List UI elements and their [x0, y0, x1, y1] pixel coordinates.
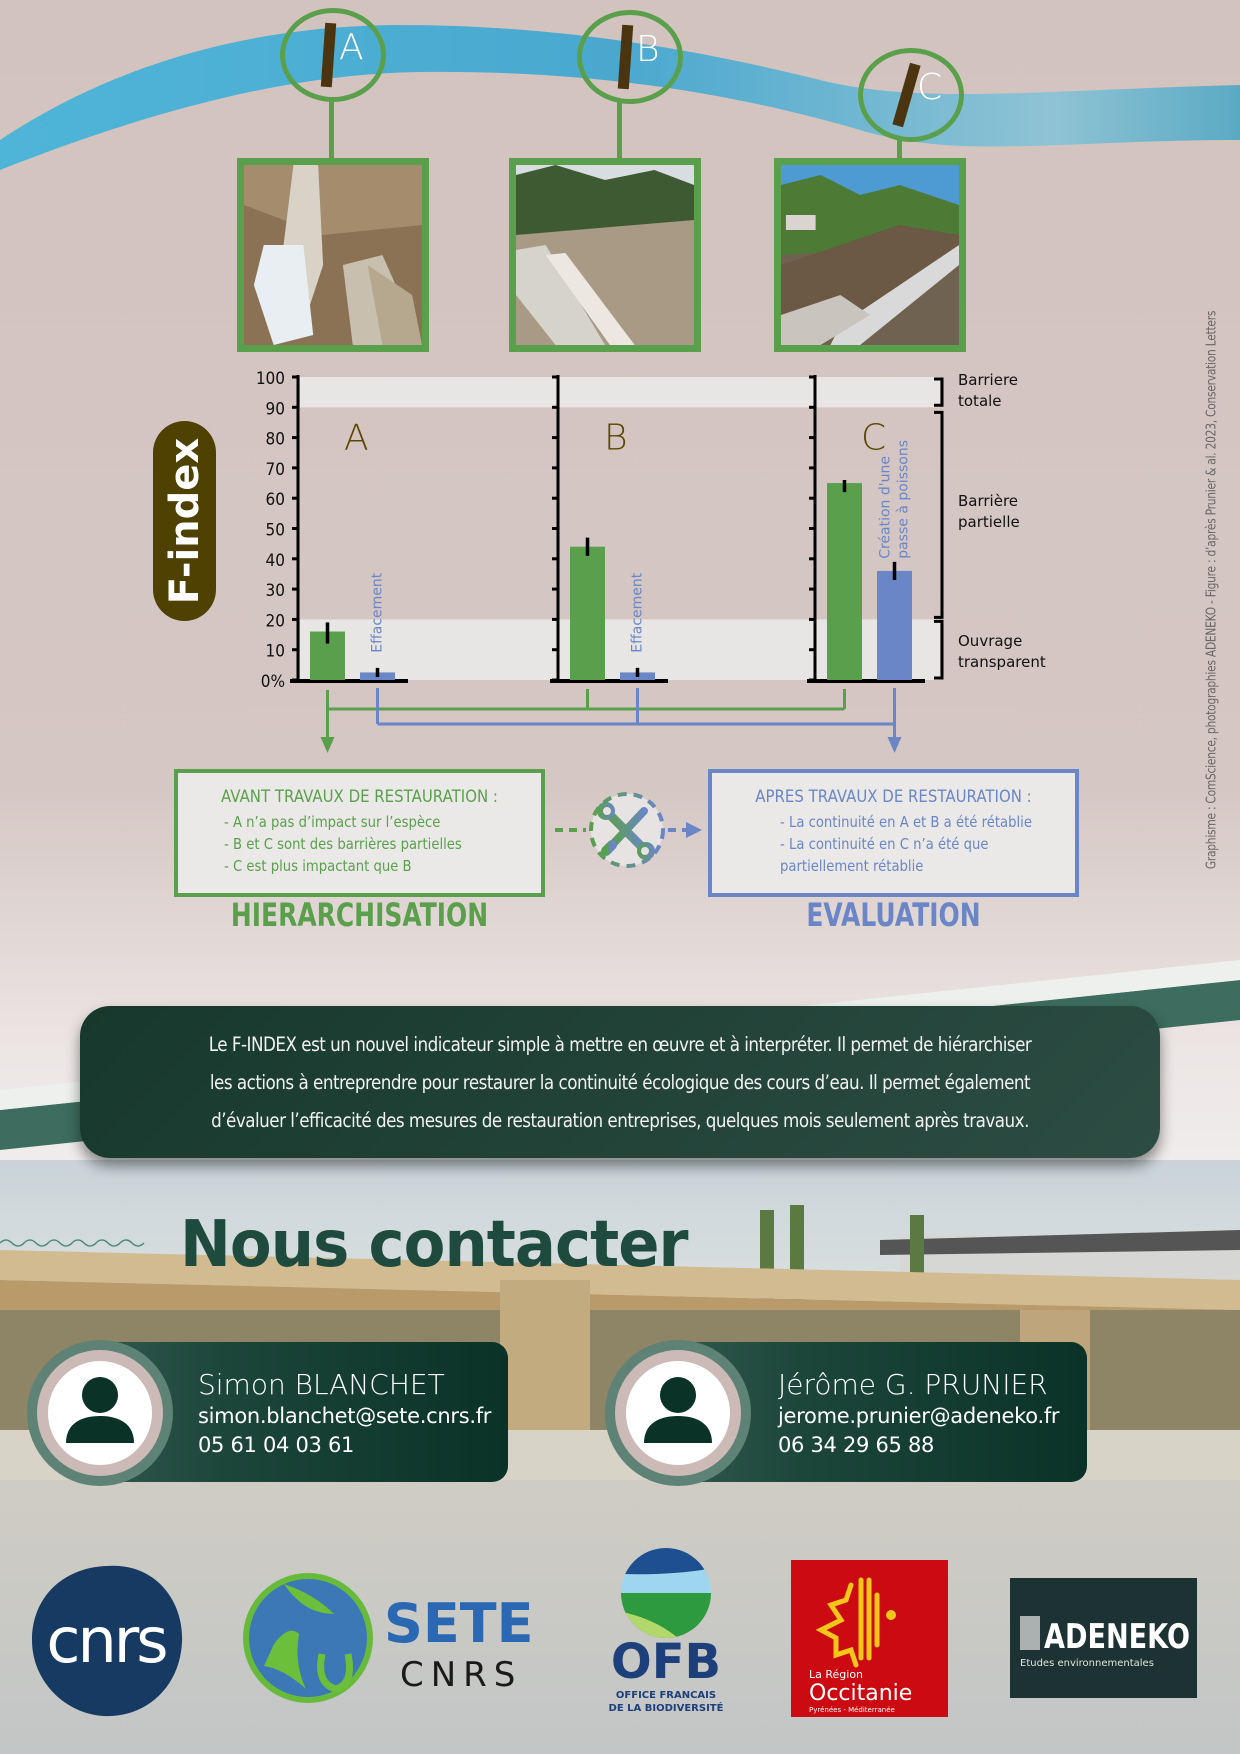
- contact-email[interactable]: simon.blanchet@sete.cnrs.fr: [198, 1404, 492, 1428]
- panel-letter: C: [861, 417, 887, 459]
- avatar: [27, 1340, 173, 1486]
- y-tick-label: 70: [265, 459, 285, 480]
- y-tick-label: 60: [265, 490, 285, 511]
- zone-label-line: partielle: [958, 513, 1020, 531]
- zone-label-line: Barrière: [958, 492, 1019, 510]
- arrow-down-icon: [888, 737, 902, 753]
- zone-label-total: [958, 370, 1018, 412]
- bar-annotation: Création d'une: [877, 456, 894, 559]
- bar-annotation: Effacement: [369, 572, 386, 653]
- occitanie-logo-line: La Région: [809, 1668, 864, 1681]
- occitanie-logo-title: Occitanie: [809, 1681, 913, 1706]
- cnrs-logo: [26, 1562, 186, 1720]
- site-marker-label: A: [339, 27, 364, 68]
- site-b-photo: [509, 158, 701, 352]
- site-a-photo: [237, 158, 429, 352]
- zone-label-line: Ouvrage: [958, 632, 1023, 650]
- zone-bracket: [934, 412, 942, 617]
- y-tick-label: 50: [265, 520, 285, 541]
- site-marker-c: [858, 48, 964, 142]
- adeneko-logo: [1010, 1578, 1197, 1698]
- after-box-item: - La continuité en C n’a été que: [780, 835, 989, 853]
- connector-line: [897, 138, 902, 160]
- bar-b-before: [570, 547, 605, 680]
- occitanie-logo-line: Pyrénées - Méditerranée: [809, 1706, 895, 1714]
- connector-line: [329, 100, 334, 160]
- site-marker-label: B: [636, 29, 660, 70]
- bar-c-before: [827, 483, 862, 680]
- contact-name: Jérôme G. PRUNIER: [778, 1368, 1048, 1401]
- evaluation-caption: EVALUATION: [806, 896, 981, 934]
- y-tick-label: 10: [265, 641, 285, 662]
- before-box-item: - A n’a pas d’impact sur l’espèce: [224, 813, 441, 831]
- ofb-logo-title: OFB: [610, 1634, 722, 1690]
- site-c-photo: [774, 158, 966, 352]
- contact-phone[interactable]: 05 61 04 03 61: [198, 1433, 355, 1457]
- site-marker-b: [577, 10, 683, 104]
- y-tick-label: 100: [255, 369, 285, 389]
- bar-annotation: Effacement: [629, 572, 646, 653]
- y-tick-label: 30: [265, 581, 285, 602]
- occitanie-logo: [791, 1560, 948, 1717]
- y-tick-label: 80: [265, 429, 285, 450]
- barrier-icon: [618, 25, 633, 90]
- person-icon: [626, 1361, 730, 1465]
- adeneko-logo-title: ADENEKO: [1044, 1617, 1190, 1657]
- contact-heading: Nous contacter: [180, 1208, 688, 1282]
- y-tick-label: 20: [265, 611, 285, 632]
- avatar: [605, 1340, 751, 1486]
- contact-phone[interactable]: 06 34 29 65 88: [778, 1433, 935, 1457]
- connector-line: [617, 102, 622, 160]
- bar-annotation: passe à poissons: [895, 439, 912, 559]
- ofb-logo-line: DE LA BIODIVERSITÉ: [608, 1703, 724, 1714]
- findex-chart: [0, 360, 1240, 690]
- after-box-title: APRES TRAVAUX DE RESTAURATION :: [755, 787, 1032, 807]
- summary-panel: [80, 1006, 1160, 1158]
- zone-band: [300, 377, 940, 407]
- zone-label-line: transparent: [958, 653, 1046, 671]
- y-axis-title: F-index: [161, 437, 208, 605]
- panel-letter: B: [604, 417, 628, 459]
- credit-text: [1205, 250, 1220, 931]
- zone-label-partial: [958, 491, 1020, 533]
- site-marker-label: C: [917, 67, 943, 108]
- panel-letter: A: [344, 417, 369, 459]
- after-box-item: partiellement rétablie: [780, 857, 924, 875]
- y-tick-label: 0%: [260, 672, 285, 692]
- barrier-icon: [321, 23, 336, 88]
- y-tick-label: 40: [265, 550, 285, 571]
- before-box-item: - C est plus impactant que B: [224, 857, 412, 875]
- contact-name: Simon BLANCHET: [198, 1368, 445, 1401]
- zone-label-line: totale: [958, 392, 1002, 410]
- zone-label-transparent: [958, 631, 1046, 673]
- credit-text-content: Graphisme : ComScience, photographies ADENEKO - Figure : d’après Prunier & al. 2023, Conservation Letters: [1204, 310, 1220, 870]
- arrow-down-icon: [321, 737, 335, 753]
- adeneko-logo-subtitle: Etudes environnementales: [1020, 1658, 1154, 1669]
- summary-line: Le F-INDEX est un nouvel indicateur simple à mettre en œuvre et à interpréter. Il permet de hiérarchiser: [208, 1033, 1032, 1056]
- sete-logo-subtitle: CNRS: [400, 1655, 523, 1695]
- person-icon: [48, 1361, 152, 1465]
- after-box-item: - La continuité en A et B a été rétablie: [780, 813, 1032, 831]
- y-tick-label: 90: [265, 399, 285, 420]
- sete-logo: [244, 1574, 544, 1704]
- ofb-logo: [598, 1548, 738, 1720]
- contact-email[interactable]: jerome.prunier@adeneko.fr: [778, 1404, 1060, 1428]
- ofb-logo-line: OFFICE FRANCAIS: [615, 1690, 717, 1701]
- summary-line: les actions à entreprendre pour restaurer la continuité écologique des cours d’eau. Il permet également: [209, 1071, 1031, 1094]
- site-marker-a: [280, 8, 386, 102]
- before-box-item: - B et C sont des barrières partielles: [224, 835, 462, 853]
- sete-logo-title: SETE: [384, 1592, 534, 1655]
- tools-transition: [550, 785, 710, 875]
- before-restoration-box: [174, 769, 545, 897]
- bar-c-after: [877, 571, 912, 680]
- wave-decoration: [0, 1236, 150, 1250]
- cnrs-logo-text: cnrs: [46, 1604, 166, 1677]
- summary-line: d’évaluer l’efficacité des mesures de restauration entreprises, quelques mois seulement après travaux.: [211, 1109, 1029, 1132]
- zone-label-line: Barriere: [958, 371, 1019, 389]
- after-restoration-box: [708, 769, 1079, 897]
- before-box-title: AVANT TRAVAUX DE RESTAURATION :: [221, 787, 498, 807]
- hierarchisation-caption: HIERARCHISATION: [230, 896, 489, 934]
